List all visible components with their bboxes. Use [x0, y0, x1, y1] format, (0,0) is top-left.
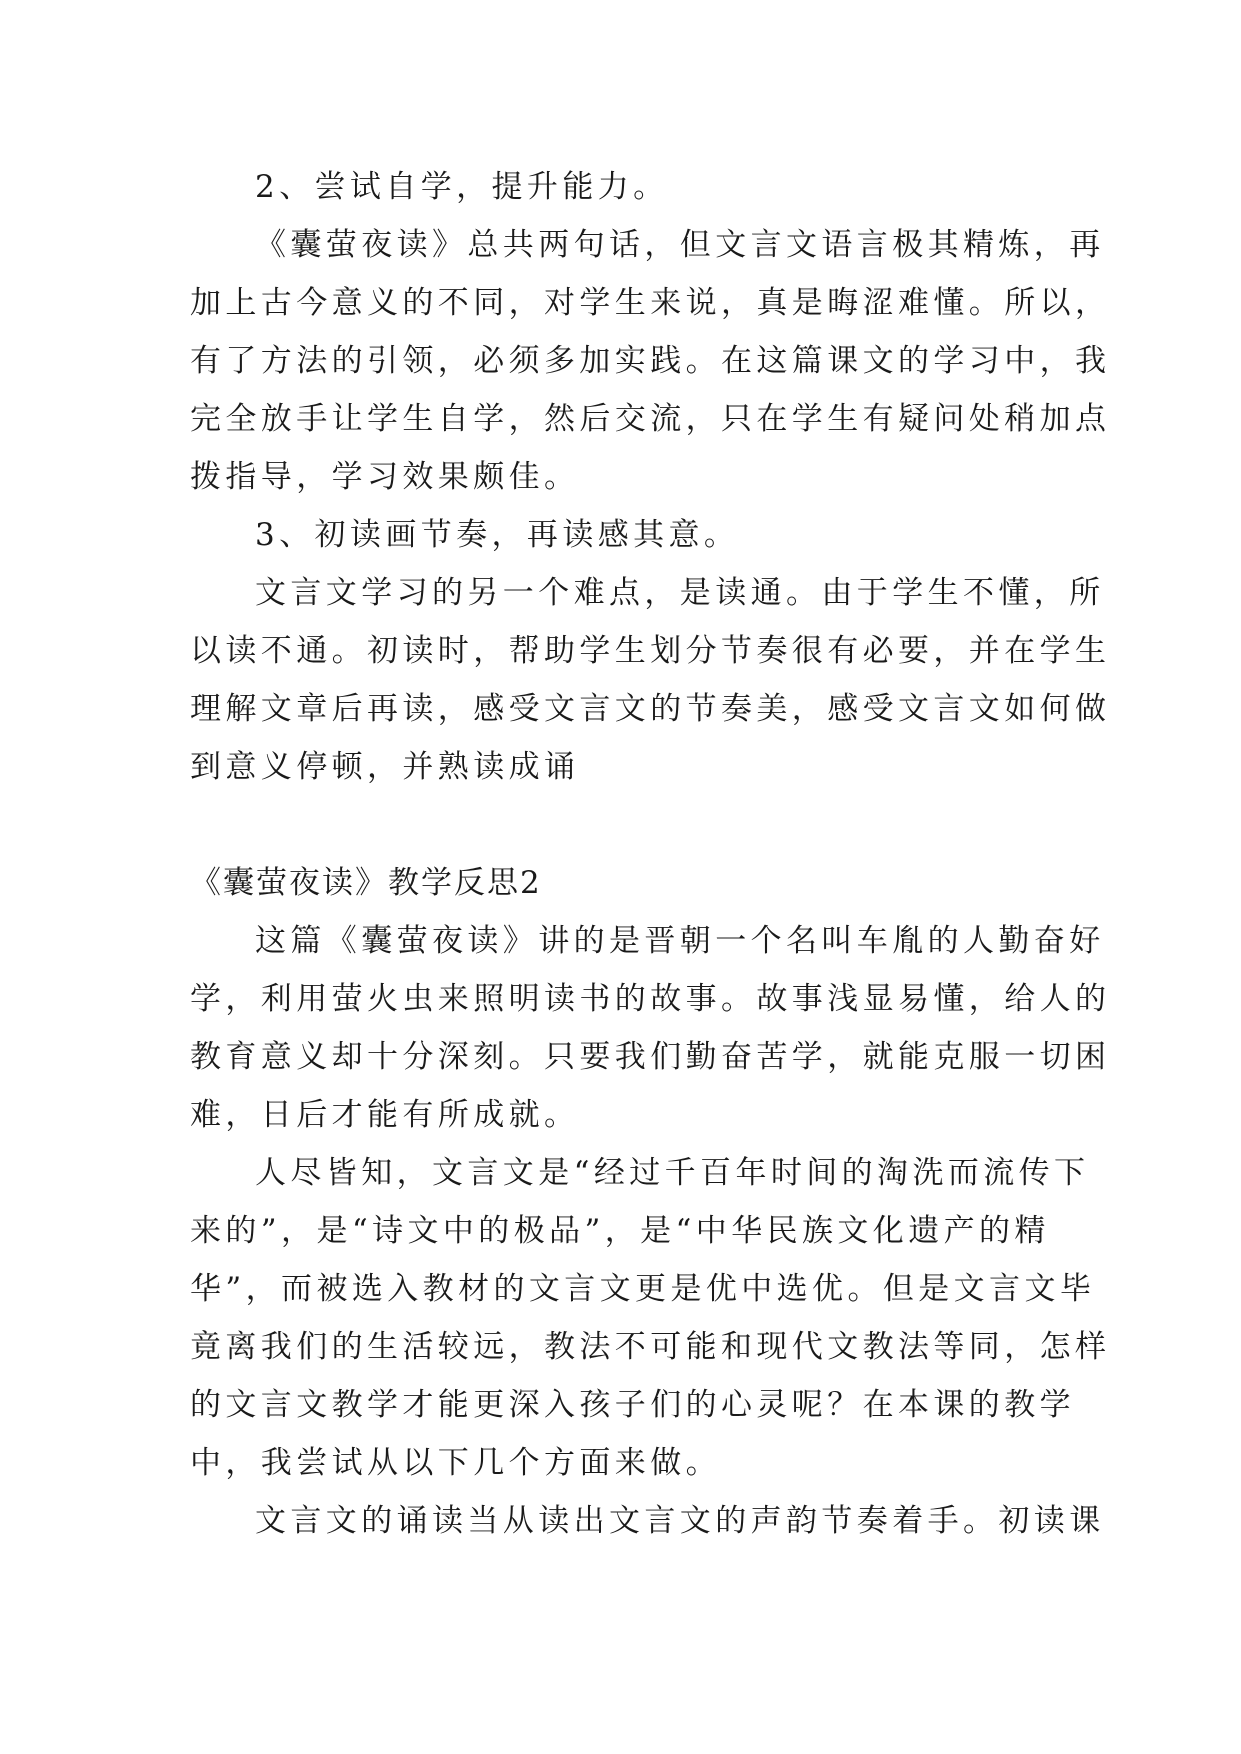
text-line: 难，日后才能有所成就。 [190, 1097, 580, 1133]
text-line: 中，我尝试从以下几个方面来做。 [190, 1445, 721, 1481]
text-line: 来的”，是“诗文中的极品”，是“中华民族文化遗产的精 [190, 1213, 1050, 1249]
text-line: 教育意义却十分深刻。只要我们勤奋苦学，就能克服一切困 [190, 1039, 1111, 1075]
text-line: 人尽皆知，文言文是“经过千百年时间的淘洗而流传下 [255, 1155, 1090, 1191]
text-line: 加上古今意义的不同，对学生来说，真是晦涩难懂。所以， [190, 285, 1111, 321]
document-body [190, 158, 1111, 1550]
text-line: 3、初读画节奏，再读感其意。 [255, 517, 740, 553]
text-line: 文言文的诵读当从读出文言文的声韵节奏着手。初读课 [255, 1503, 1105, 1539]
text-line: 文言文学习的另一个难点，是读通。由于学生不懂，所 [255, 575, 1105, 611]
text-line: 华”，而被选入教材的文言文更是优中选优。但是文言文毕 [190, 1271, 1096, 1307]
text-line: 到意义停顿，并熟读成诵 [190, 749, 580, 785]
text-line: 有了方法的引领，必须多加实践。在这篇课文的学习中，我 [190, 343, 1111, 379]
text-line: 竟离我们的生活较远，教法不可能和现代文教法等同，怎样 [190, 1329, 1111, 1365]
paragraph-gap [190, 796, 1062, 854]
text-line: 的文言文教学才能更深入孩子们的心灵呢？在本课的教学 [190, 1387, 1075, 1423]
text-line: 学，利用萤火虫来照明读书的故事。故事浅显易懂，给人的 [190, 981, 1111, 1017]
section-heading: 《囊萤夜读》教学反思2 [190, 865, 542, 901]
text-line: 以读不通。初读时，帮助学生划分节奏很有必要，并在学生 [190, 633, 1111, 669]
text-line: 2、尝试自学，提升能力。 [255, 169, 669, 205]
text-line: 《囊萤夜读》总共两句话，但文言文语言极其精炼，再 [255, 227, 1105, 263]
text-line: 理解文章后再读，感受文言文的节奏美，感受文言文如何做 [190, 691, 1111, 727]
text-line: 这篇《囊萤夜读》讲的是晋朝一个名叫车胤的人勤奋好 [255, 923, 1105, 959]
text-line: 拨指导，学习效果颇佳。 [190, 459, 580, 495]
text-line: 完全放手让学生自学，然后交流，只在学生有疑问处稍加点 [190, 401, 1111, 437]
